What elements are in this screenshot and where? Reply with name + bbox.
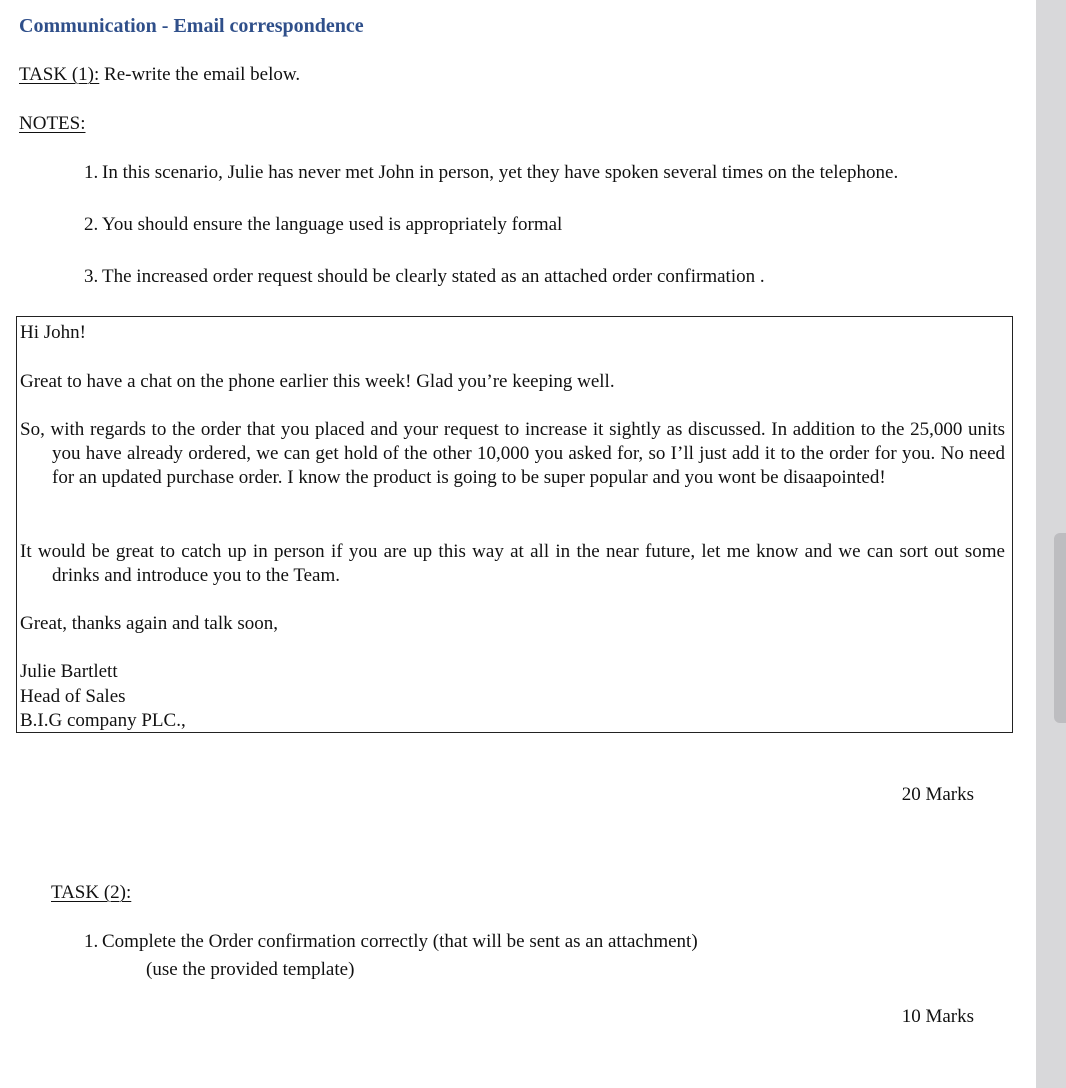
task2-item-note: (use the provided template) — [146, 959, 355, 980]
task1-instruction — [19, 63, 300, 87]
email-paragraph: So, with regards to the order that you placed and your request to increase it sightly as discussed. In addition to the 25,000 units you have already ordered, we can get hold of the other 10,000 you asked for, so I’ll just add it to the order for you. No need for an updated purchase order. I know the product is going to be super popular and you wont be disaapointed! — [20, 419, 1005, 488]
email-signature — [20, 660, 186, 734]
signature-company: B.I.G company PLC., — [20, 710, 186, 731]
email-box — [16, 316, 1013, 733]
task2-marks: 10 Marks — [901, 1006, 974, 1027]
signature-title: Head of Sales — [20, 685, 126, 707]
vertical-scrollbar[interactable] — [1036, 0, 1066, 1088]
note-item: 3. The increased order request should be clearly stated as an attached order confirmation . — [84, 266, 765, 287]
page-title: Communication - Email correspondence — [19, 15, 364, 37]
email-closing: Great, thanks again and talk soon, — [20, 613, 279, 634]
note-item: 1. In this scenario, Julie has never met John in person, yet they have spoken several times on the telephone. — [84, 162, 899, 183]
email-paragraph: It would be great to catch up in person if you are up this way at all in the near future, let me know and we can sort out some drinks and introduce you to the Team. — [20, 541, 1005, 586]
signature-name: Julie Bartlett — [20, 661, 118, 682]
note-item: 2. You should ensure the language used is appropriately formal — [84, 214, 563, 235]
scrollbar-thumb[interactable] — [1054, 533, 1066, 723]
task2-item: 1. Complete the Order confirmation correctly (that will be sent as an attachment) — [84, 931, 698, 952]
task1-text: Re-write the email below. — [104, 64, 301, 85]
task2-label: TASK (2): — [51, 882, 132, 903]
email-greeting: Hi John! — [20, 322, 86, 343]
notes-label: NOTES: — [19, 113, 86, 134]
email-paragraph: Great to have a chat on the phone earlier this week! Glad you’re keeping well. — [20, 371, 615, 392]
task1-marks: 20 Marks — [901, 784, 974, 805]
task1-label: TASK (1): — [19, 64, 100, 85]
